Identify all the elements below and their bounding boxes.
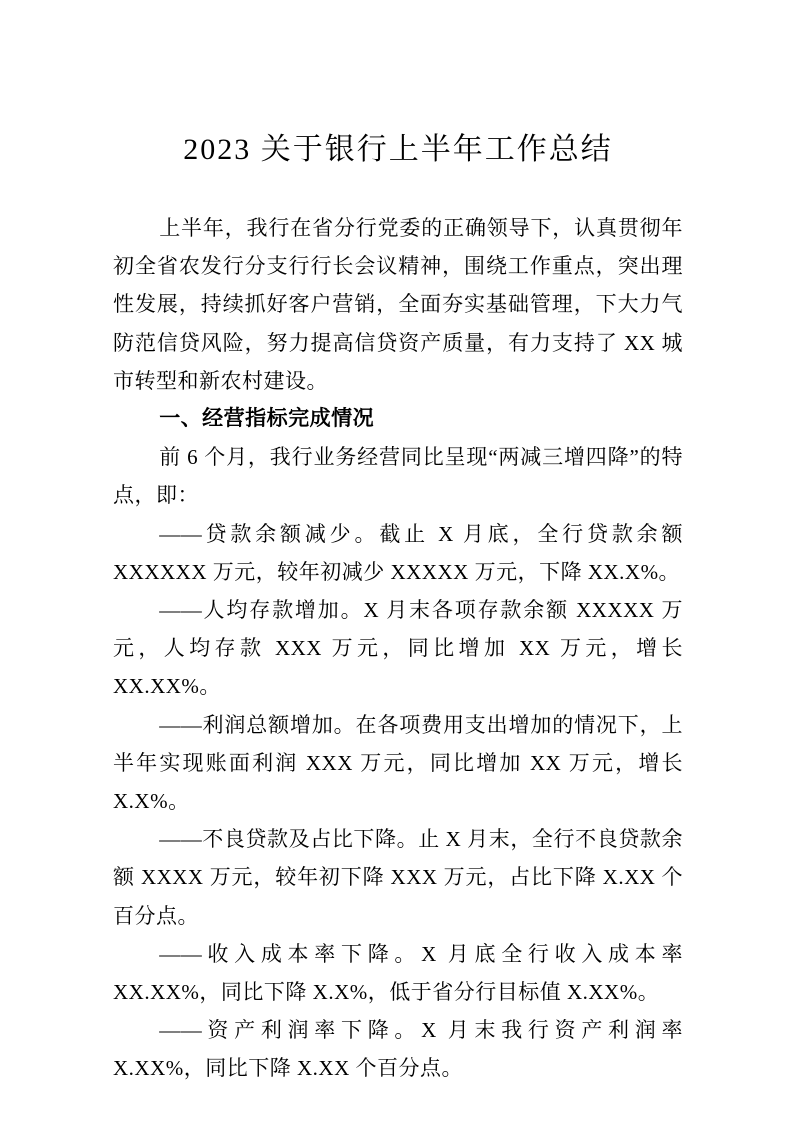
paragraph-overview: 前 6 个月，我行业务经营同比呈现“两减三增四降”的特点，即： <box>113 445 683 508</box>
paragraph-deposit-increase: ——人均存款增加。X 月末各项存款余额 XXXXX 万元，人均存款 XXX 万元，同比增加 XX 万元，增长 XX.XX%。 <box>113 598 683 699</box>
document-title: 2023 关于银行上半年工作总结 <box>183 133 613 166</box>
section-heading-business-indicators: 一、经营指标完成情况 <box>159 407 375 431</box>
paragraph-asset-profit-ratio-decrease: ——资产利润率下降。X 月末我行资产利润率 X.XX%，同比下降 X.XX 个百分点。 <box>113 1018 683 1081</box>
paragraph-loan-balance-decrease: ——贷款余额减少。截止 X 月底，全行贷款余额 XXXXXX 万元，较年初减少 XXXXX 万元，下降 XX.X%。 <box>113 521 683 584</box>
paragraph-cost-ratio-decrease: ——收入成本率下降。X 月底全行收入成本率 XX.XX%，同比下降 X.X%，低于省分行目标值 X.XX%。 <box>113 941 683 1005</box>
paragraph-profit-increase: ——利润总额增加。在各项费用支出增加的情况下，上半年实现账面利润 XXX 万元，同比增加 XX 万元，增长 X.X%。 <box>113 712 683 814</box>
paragraph-npl-decrease: ——不良贷款及占比下降。止 X 月末，全行不良贷款余额 XXXX 万元，较年初下降 XXX 万元，占比下降 X.XX 个百分点。 <box>113 827 683 928</box>
paragraph-intro: 上半年，我行在省分行党委的正确领导下，认真贯彻年初全省农发行分支行行长会议精神，围绕工作重点，突出理性发展，持续抓好客户营销，全面夯实基础管理，下大力气防范信贷风险，努力提高信贷资产质量，有力支持了 XX 城市转型和新农村建设。 <box>113 216 683 393</box>
